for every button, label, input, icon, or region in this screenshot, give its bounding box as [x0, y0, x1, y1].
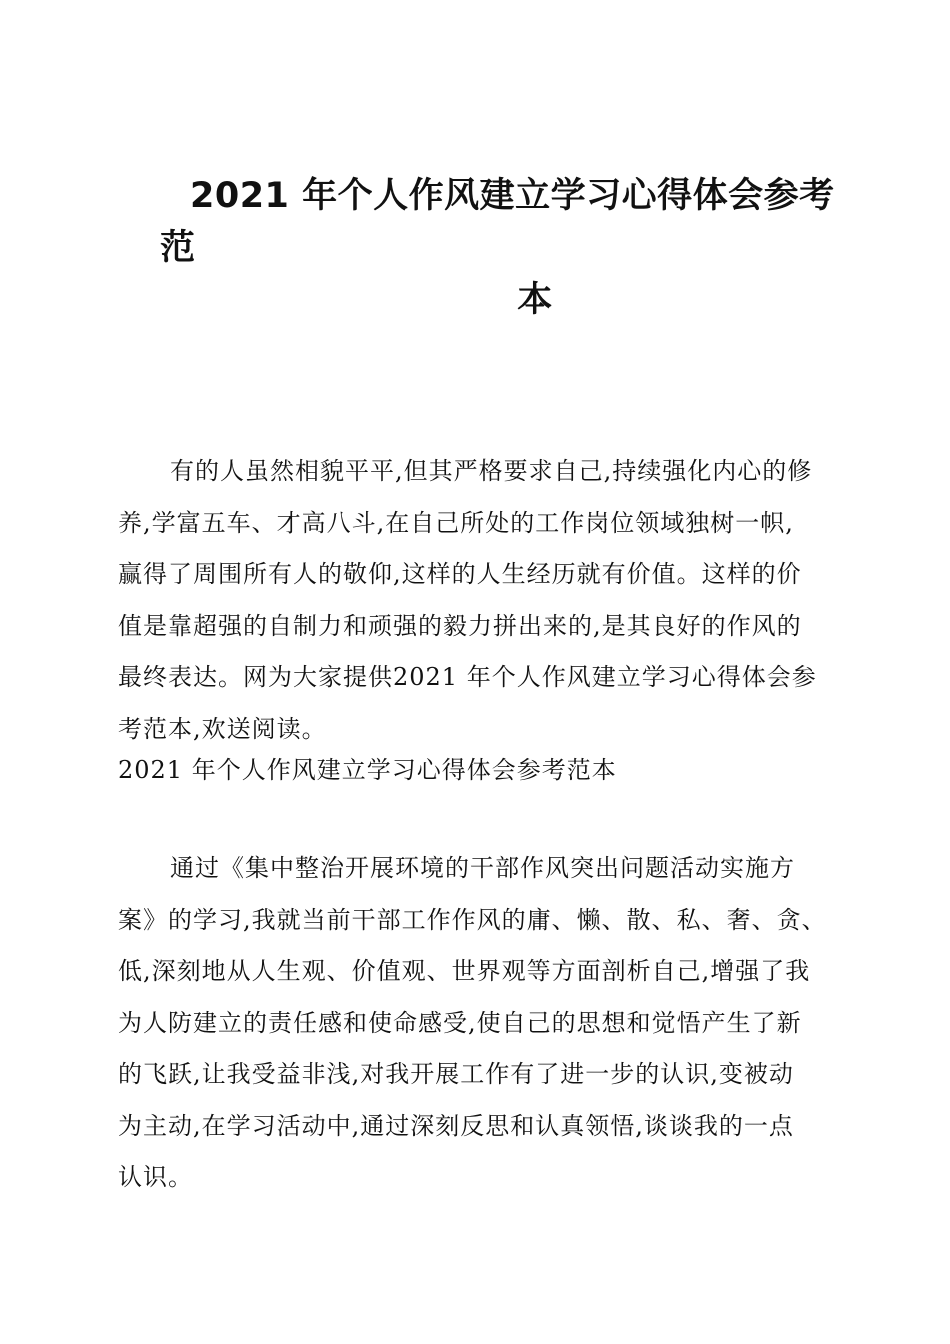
paragraph-line: 考范本,欢送阅读。: [118, 714, 327, 743]
paragraph-line: 最终表达。网为大家提供2021 年个人作风建立学习心得体会参: [118, 663, 817, 691]
paragraph-line: 通过《集中整治开展环境的干部作风突出问题活动实施方: [170, 854, 795, 882]
paragraph-line: 为人防建立的责任感和使命感受,使自己的思想和觉悟产生了新: [118, 1008, 802, 1037]
paragraph-line: 赢得了周围所有人的敬仰,这样的人生经历就有价值。这样的价: [118, 560, 802, 588]
paragraph-line: 低,深刻地从人生观、价值观、世界观等方面剖析自己,增强了我: [118, 957, 811, 985]
paragraph-intro: [118, 446, 838, 755]
paragraph-line: 认识。: [118, 1163, 193, 1191]
section-subheading: 2021 年个人作风建立学习心得体会参考范本: [118, 756, 617, 784]
paragraph-line: 为主动,在学习活动中,通过深刻反思和认真领悟,谈谈我的一点: [118, 1111, 794, 1140]
title-line-2: 本: [517, 280, 553, 320]
paragraph-line: 案》的学习,我就当前干部工作作风的庸、懒、散、私、奢、贪、: [118, 905, 827, 934]
paragraph-line: 值是靠超强的自制力和顽强的毅力拼出来的,是其良好的作风的: [118, 611, 802, 640]
paragraph-line: 养,学富五车、才高八斗,在自己所处的工作岗位领域独树一帜,: [118, 508, 794, 537]
paragraph-line: 有的人虽然相貌平平,但其严格要求自己,持续强化内心的修: [170, 457, 813, 485]
title-line-1: 2021 年个人作风建立学习心得体会参考范: [160, 176, 835, 268]
paragraph-body: [118, 843, 838, 1204]
document-title: [160, 170, 850, 326]
paragraph-line: 的飞跃,让我受益非浅,对我开展工作有了进一步的认识,变被动: [118, 1060, 794, 1088]
